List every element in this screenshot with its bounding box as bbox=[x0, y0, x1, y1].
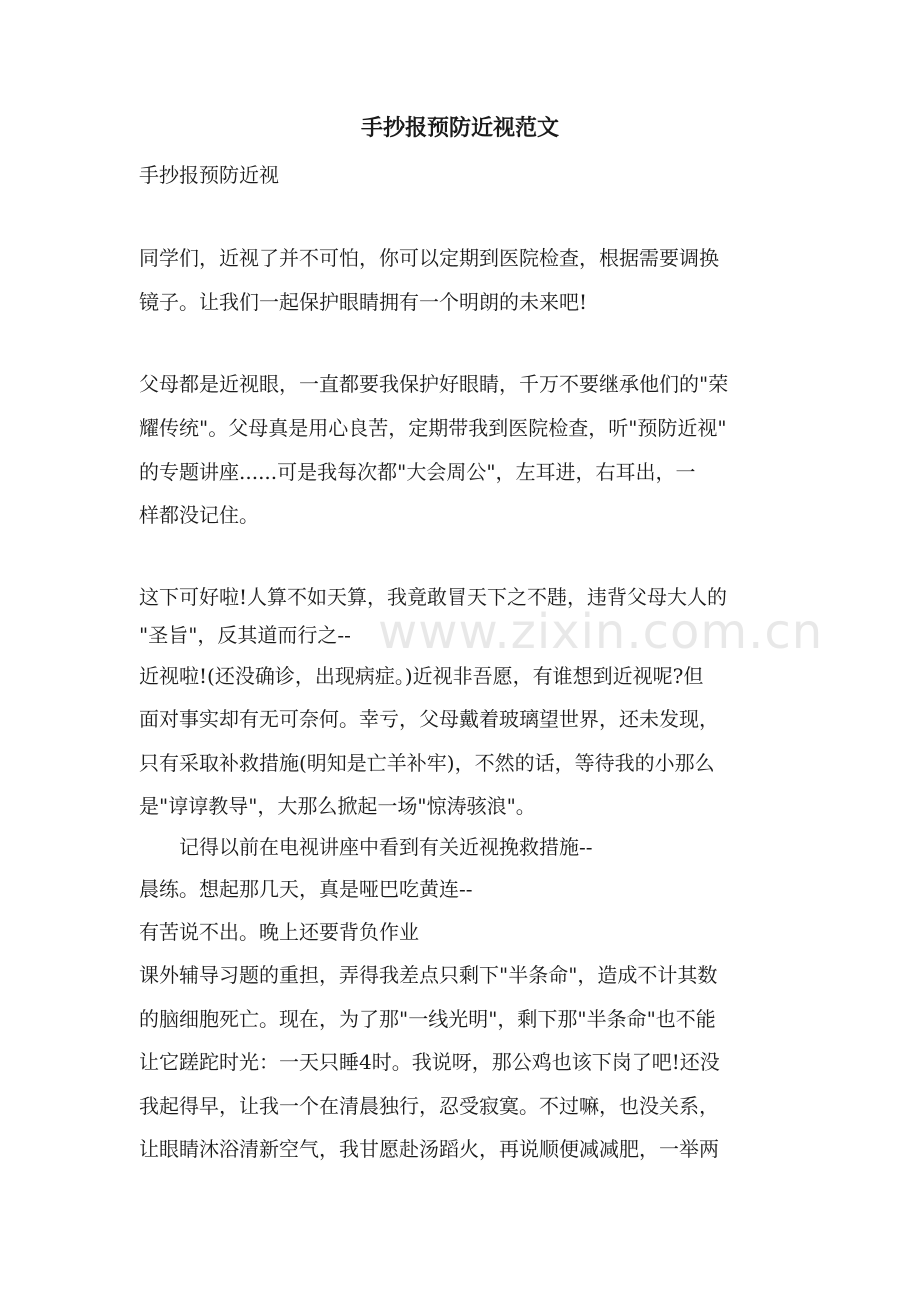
text-line: 是"谆谆教导"，大那么掀起一场"惊涛骇浪"。 bbox=[139, 794, 536, 818]
text-line: 同学们，近视了并不可怕，你可以定期到医院检查，根据需要调换 bbox=[139, 246, 719, 270]
text-line: 的专题讲座......可是我每次都"大会周公"，左耳进，右耳出，一 bbox=[139, 460, 696, 484]
subtitle-line: 手抄报预防近视 bbox=[139, 163, 279, 187]
document-title: 手抄报预防近视范文 bbox=[360, 115, 559, 141]
text-line: 的脑细胞死亡。现在，为了那"一线光明"，剩下那"半条命"也不能 bbox=[139, 1007, 716, 1031]
text-line: 让眼睛沐浴清新空气，我甘愿赴汤蹈火，再说顺便减减肥，一举两 bbox=[139, 1137, 719, 1161]
text-line: 样都没记住。 bbox=[139, 503, 259, 527]
text-line: 耀传统"。父母真是用心良苦，定期带我到医院检查，听"预防近视" bbox=[139, 416, 727, 440]
text-line: 晨练。想起那几天，真是哑巴吃黄连-- bbox=[139, 877, 473, 901]
text-line: 有苦说不出。晚上还要背负作业 bbox=[139, 920, 419, 944]
text-line: 近视啦!(还没确诊，出现病症。)近视非吾愿，有谁想到近视呢?但 bbox=[139, 664, 704, 688]
text-line: "圣旨"，反其道而行之-- bbox=[139, 623, 351, 647]
watermark: www.zixin.com.cn bbox=[378, 604, 824, 660]
text-line: 我起得早，让我一个在清晨独行，忍受寂寞。不过嘛，也没关系， bbox=[139, 1094, 719, 1118]
text-line: 父母都是近视眼，一直都要我保护好眼睛，千万不要继承他们的"荣 bbox=[139, 372, 729, 396]
text-line: 这下可好啦!人算不如天算，我竟敢冒天下之不韪，违背父母大人的 bbox=[139, 585, 728, 609]
text-line: 让它蹉跎时光：一天只睡4时。我说呀，那公鸡也该下岗了吧!还没 bbox=[139, 1050, 720, 1074]
text-line: 记得以前在电视讲座中看到有关近视挽救措施-- bbox=[139, 835, 593, 859]
text-line: 镜子。让我们一起保护眼睛拥有一个明朗的未来吧! bbox=[139, 290, 588, 314]
text-line: 只有采取补救措施(明知是亡羊补牢)，不然的话，等待我的小那么 bbox=[139, 751, 715, 775]
text-line: 课外辅导习题的重担，弄得我差点只剩下"半条命"，造成不计其数 bbox=[139, 963, 718, 987]
text-line: 面对事实却有无可奈何。幸亏，父母戴着玻璃望世界，还未发现， bbox=[139, 707, 719, 731]
